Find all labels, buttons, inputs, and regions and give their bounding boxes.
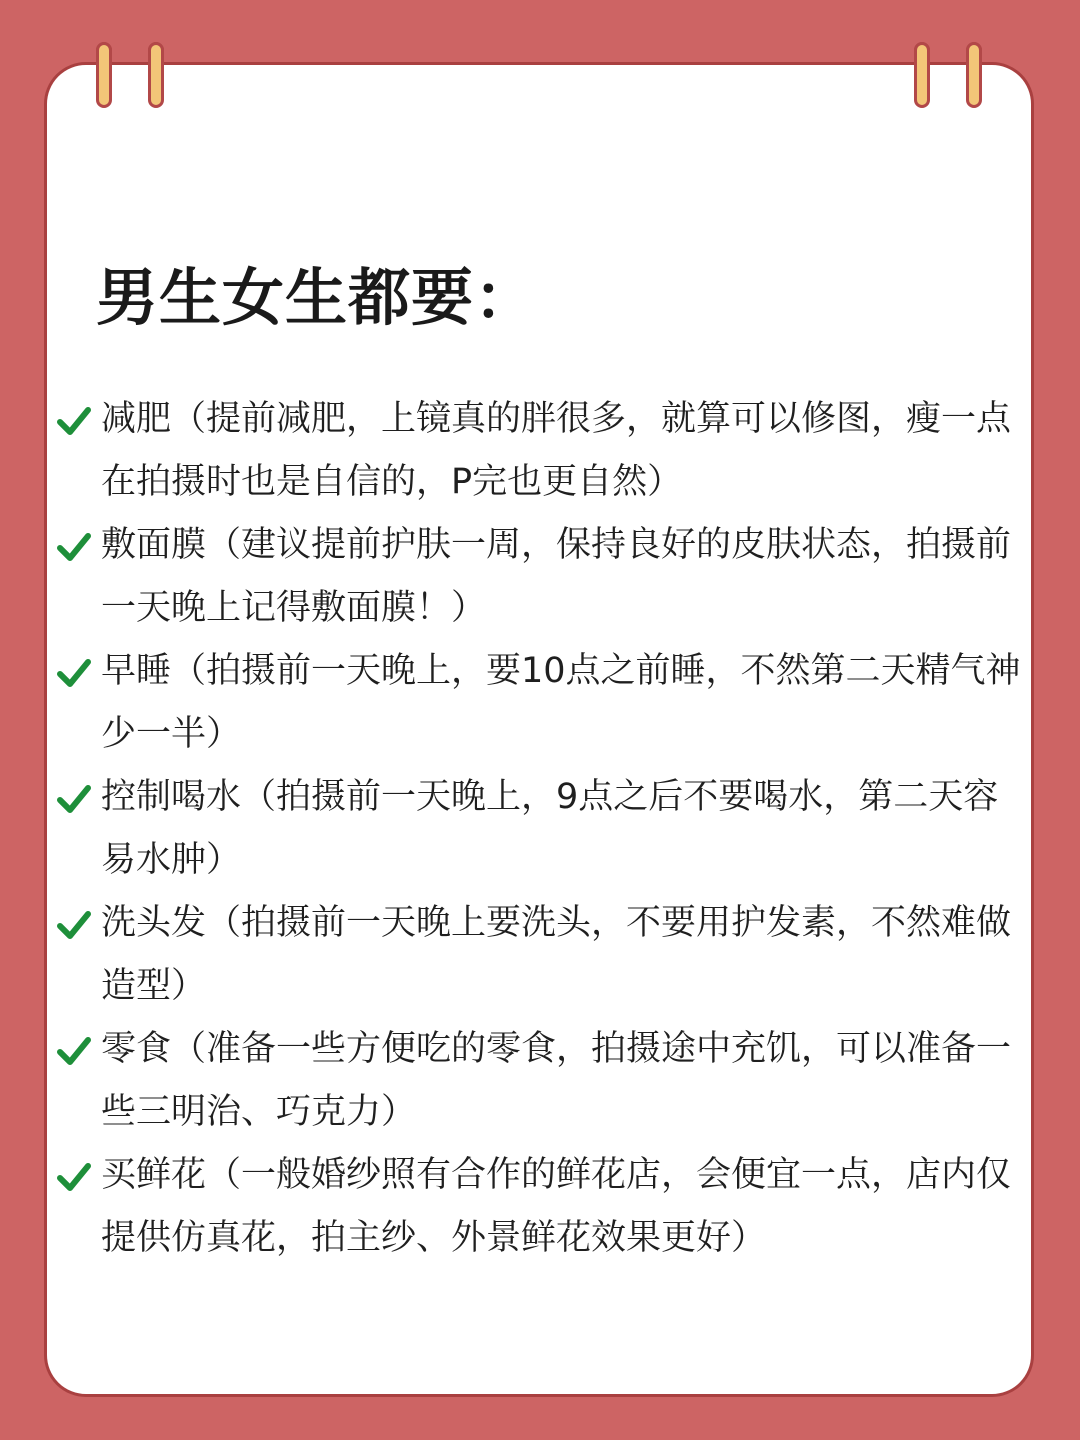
list-item <box>56 514 1036 640</box>
check-icon <box>56 907 92 943</box>
list-item-text: 控制喝水（拍摄前一天晚上，9点之后不要喝水，第二天容易水肿） <box>101 777 999 880</box>
list-item-text: 洗头发（拍摄前一天晚上要洗头，不要用护发素，不然难做造型） <box>101 903 1012 1006</box>
check-icon <box>56 781 92 817</box>
binder-pin-icon <box>148 42 164 108</box>
list-item-text: 零食（准备一些方便吃的零食，拍摄途中充饥，可以准备一些三明治、巧克力） <box>101 1029 1012 1132</box>
list-item <box>56 1144 1036 1270</box>
list-item-text: 买鲜花（一般婚纱照有合作的鲜花店，会便宜一点，店内仅提供仿真花，拍主纱、外景鲜花效果更好） <box>101 1155 1012 1258</box>
binder-pin-icon <box>914 42 930 108</box>
check-icon <box>56 403 92 439</box>
list-item-text: 敷面膜（建议提前护肤一周，保持良好的皮肤状态，拍摄前一天晚上记得敷面膜！） <box>101 525 1012 628</box>
check-icon <box>56 655 92 691</box>
check-icon <box>56 1159 92 1195</box>
check-icon <box>56 1033 92 1069</box>
checklist <box>56 388 1036 1270</box>
list-item <box>56 766 1036 892</box>
list-item <box>56 892 1036 1018</box>
check-icon <box>56 529 92 565</box>
binder-pin-icon <box>966 42 982 108</box>
list-item <box>56 1018 1036 1144</box>
list-item <box>56 640 1036 766</box>
list-item-text: 减肥（提前减肥，上镜真的胖很多，就算可以修图，瘦一点在拍摄时也是自信的，P完也更自然） <box>101 399 1012 502</box>
list-item <box>56 388 1036 514</box>
page-title: 男生女生都要： <box>96 261 538 334</box>
list-item-text: 早睡（拍摄前一天晚上，要10点之前睡，不然第二天精气神少一半） <box>101 651 1021 754</box>
binder-pin-icon <box>96 42 112 108</box>
